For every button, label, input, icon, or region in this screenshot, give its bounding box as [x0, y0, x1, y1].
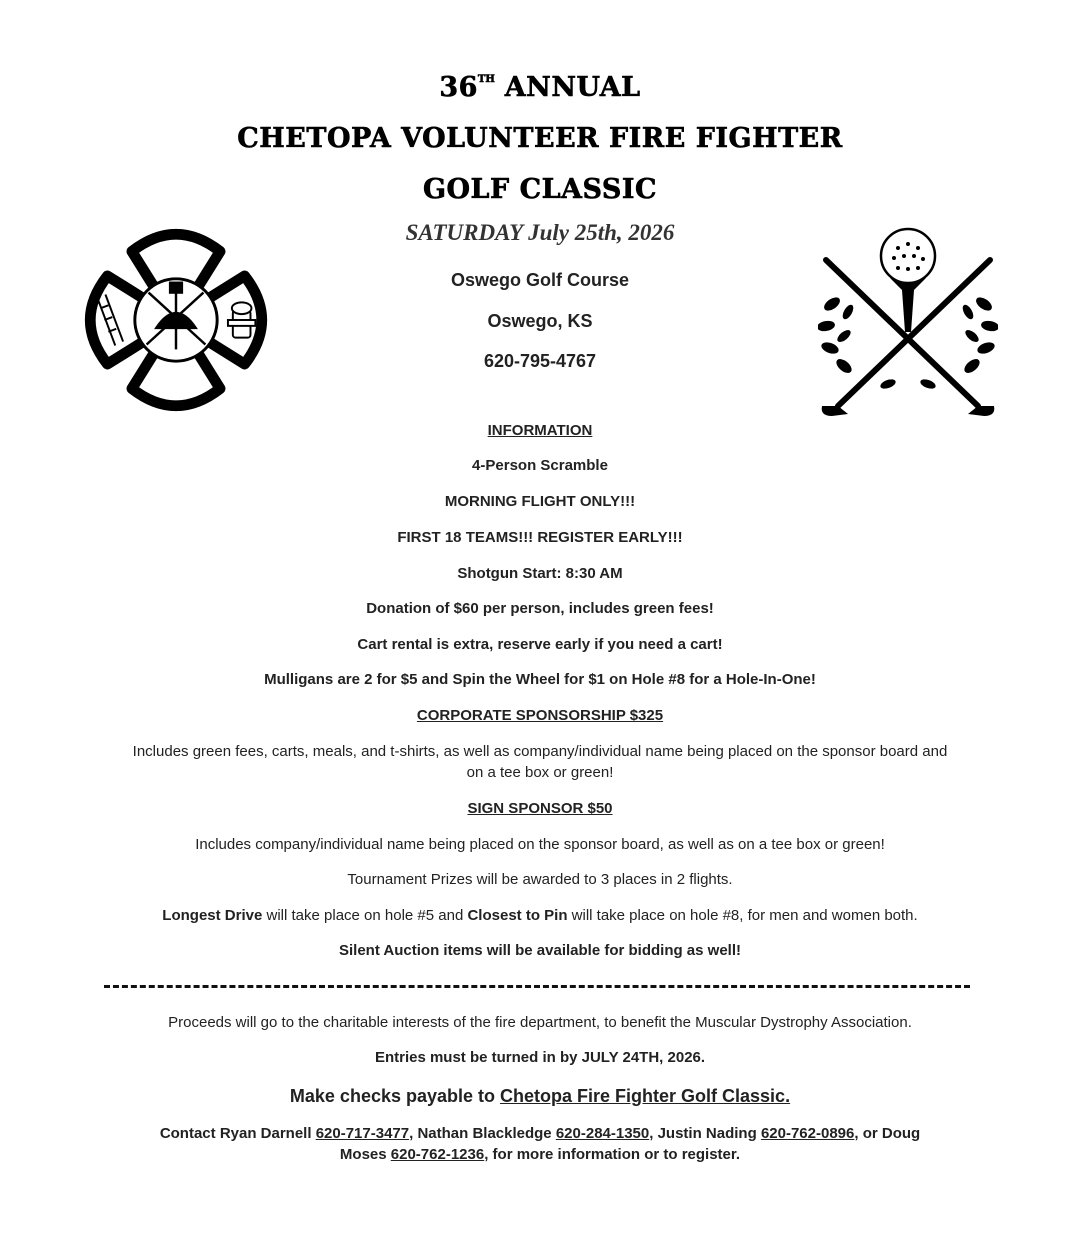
anniversary-title: 36TH ANNUAL [439, 72, 641, 103]
info-item: 4-Person Scramble [472, 457, 608, 474]
entries-deadline: Entries must be turned in by JULY 24TH, 2026. [374, 1049, 706, 1066]
info-item: Cart rental is extra, reserve early if you need a cart! [357, 636, 723, 653]
venue-city: Oswego, KS [487, 311, 593, 331]
phone-link[interactable]: 620-284-1350 [555, 1125, 650, 1142]
contact-info: Contact Ryan Darnell 620-717-3477, Nathan Blackledge 620-284-1350, Justin Nading 620-762-0896, or Doug Moses 620-762-1236, for more information or to register. [159, 1125, 921, 1163]
info-item: Shotgun Start: 8:30 AM [457, 565, 623, 582]
corporate-sponsorship-heading: CORPORATE SPONSORSHIP $325 [416, 707, 664, 724]
event-subtitle: GOLF CLASSIC [422, 174, 658, 205]
info-item: Mulligans are 2 for $5 and Spin the Wheel for $1 on Hole #8 for a Hole-In-One! [264, 671, 816, 688]
proceeds-text: Proceeds will go to the charitable interests of the fire department, to benefit the Muscular Dystrophy Association. [168, 1014, 912, 1031]
corporate-sponsorship-text: Includes green fees, carts, meals, and t-shirts, as well as company/individual name being placed on the sponsor board and on a tee box or green! [132, 743, 948, 781]
information-heading: INFORMATION [487, 422, 593, 439]
info-item: MORNING FLIGHT ONLY!!! [444, 493, 636, 510]
tournament-prizes: Tournament Prizes will be awarded to 3 places in 2 flights. [347, 871, 733, 888]
cut-line-divider [104, 985, 970, 988]
info-item: Donation of $60 per person, includes green fees! [366, 600, 714, 617]
sign-sponsor-heading: SIGN SPONSOR $50 [467, 800, 613, 817]
checks-payable: Make checks payable to Chetopa Fire Fighter Golf Classic. [289, 1086, 791, 1106]
sign-sponsor-text: Includes company/individual name being placed on the sponsor board, as well as on a tee box or green! [195, 836, 885, 853]
event-date: SATURDAY July 25th, 2026 [405, 220, 675, 245]
venue-phone: 620-795-4767 [483, 351, 597, 371]
phone-link[interactable]: 620-762-0896 [760, 1125, 855, 1142]
info-item: FIRST 18 TEAMS!!! REGISTER EARLY!!! [397, 529, 683, 546]
venue-name: Oswego Golf Course [450, 270, 630, 290]
phone-link[interactable]: 620-762-1236 [390, 1146, 485, 1163]
contests-line: Longest Drive will take place on hole #5 and Closest to Pin will take place on hole #8, for men and women both. [162, 907, 918, 924]
event-title: CHETOPA VOLUNTEER FIRE FIGHTER [237, 123, 843, 154]
phone-link[interactable]: 620-717-3477 [315, 1125, 410, 1142]
silent-auction: Silent Auction items will be available for bidding as well! [338, 942, 742, 959]
